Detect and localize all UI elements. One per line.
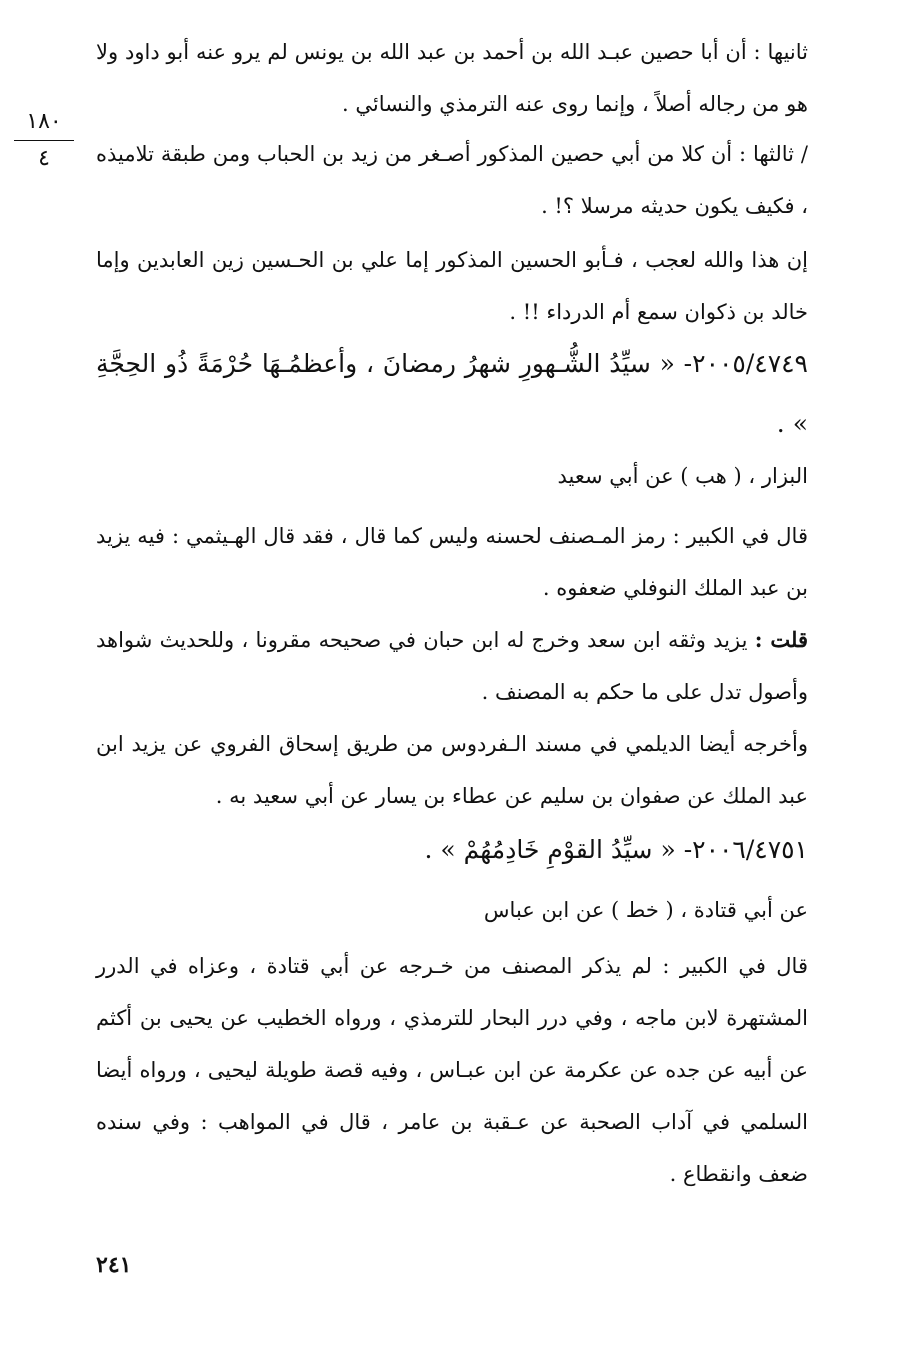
- paragraph-second-point: ثانيها : أن أبا حصين عبـد الله بن أحمد بن عبد الله بن يونس لم يرو عنه أبو داود ولا هو من رجاله أصلاً ، وإنما روى عنه الترمذي والنسائي .: [96, 40, 808, 116]
- page-number: ٢٤١: [96, 1252, 132, 1278]
- margin-note: [14, 108, 74, 173]
- paragraph-daylami: وأخرجه أيضا الديلمي في مسند الـفردوس من طريق إسحاق الفروي عن يزيد ابن عبد الملك عن صفوان بن سليم عن عطاء بن يسار عن أبي سعيد به .: [96, 732, 808, 808]
- hadith-4751-source: عن أبي قتادة ، ( خط ) عن ابن عباس: [483, 898, 808, 922]
- margin-note-bottom: ٤: [38, 146, 50, 171]
- qultu-text: يزيد وثقه ابن سعد وخرج له ابن حبان في صحيحه مقرونا ، وللحديث شواهد وأصول تدل على ما حكم به المصنف .: [96, 628, 808, 704]
- margin-note-top: ١٨٠: [14, 108, 74, 141]
- paragraph-kabir-note: قال في الكبير : رمز المـصنف لحسنه وليس كما قال ، فقد قال الهـيثمي : فيه يزيد بن عبد الملك النوفلي ضعفوه .: [96, 524, 808, 600]
- paragraph-kabir-qatada: قال في الكبير : لم يذكر المصنف من خـرجه عن أبي قتادة ، وعزاه في الدرر المشتهرة لابن ماجه ، وفي درر البحار للترمذي ، ورواه الخطيب عن يحيى بن أكثم عن أبيه عن جده عن عكرمة عن ابن عبـاس ، وفيه قصة طويلة ليحيى ، ورواه أيضا السلمي في آداب الصحبة عن عـقبة بن عامر ، قال في المواهب : وفي سنده ضعف وانقطاع .: [96, 954, 808, 1186]
- hadith-4749: ٢٠٠٥/٤٧٤٩- « سيِّدُ الشُّـهورِ شهرُ رمضانَ ، وأعظمُـهَا حُرْمَةً ذُو الحِجَّةِ » .: [96, 349, 808, 438]
- paragraph-commentary: إن هذا والله لعجب ، فـأبو الحسين المذكور إما علي بن الحـسين زين العابدين وإما خالد بن ذكوان سمع أم الدرداء !! .: [96, 248, 808, 324]
- paragraph-third-point: / ثالثها : أن كلا من أبي حصين المذكور أصـغر من زيد بن الحباب ومن طبقة تلاميذه ، فكيف يكون حديثه مرسلا ؟! .: [96, 142, 808, 218]
- paragraph-qultu: [96, 614, 808, 718]
- qultu-label: قلت :: [754, 627, 808, 652]
- hadith-4751: ٢٠٠٦/٤٧٥١- « سيِّدُ القوْمِ خَادِمُهُمْ » .: [424, 835, 808, 864]
- hadith-4749-source: البزار ، ( هب ) عن أبي سعيد: [557, 464, 808, 488]
